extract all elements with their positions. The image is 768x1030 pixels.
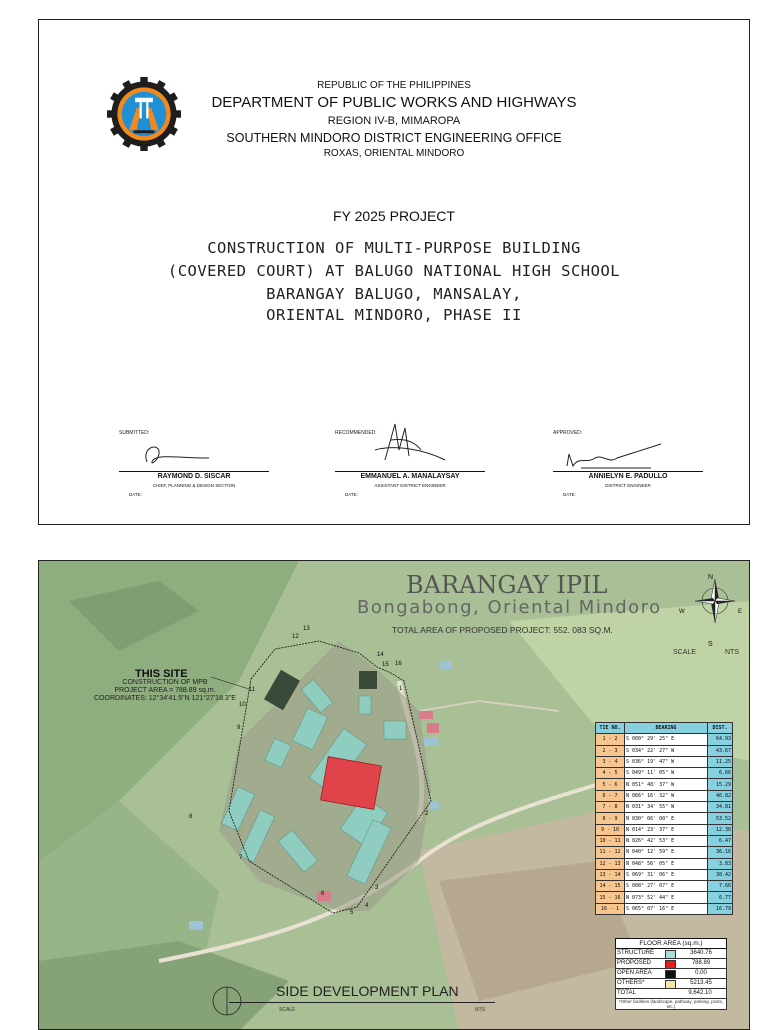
table-cell: 12 - 13	[596, 858, 625, 869]
table-cell: 5 - 6	[596, 779, 625, 790]
project-title-line: ORIENTAL MINDORO, PHASE II	[266, 306, 522, 324]
floor-area-row	[615, 989, 727, 999]
map-scale-label: SCALE	[673, 649, 696, 656]
table-row	[596, 790, 733, 801]
column-header: TIE NO.	[596, 723, 625, 734]
table-cell: 4 - 5	[596, 768, 625, 779]
table-cell: N 031° 34' 55" W	[625, 802, 708, 813]
total-area-label: TOTAL AREA OF PROPOSED PROJECT: 552. 083 SQ.M.	[392, 625, 613, 635]
table-cell: N 040° 12' 59" E	[625, 847, 708, 858]
signatory-position: ASSISTANT DISTRICT ENGINEER	[374, 483, 446, 488]
table-row	[596, 847, 733, 858]
boundary-point-label: 12	[292, 634, 299, 640]
table-cell: 7 - 8	[596, 802, 625, 813]
floor-area-value: 0.00	[695, 970, 707, 976]
site-note-line: PROJECT AREA = 788.89 sq.m.	[114, 687, 216, 694]
table-row	[596, 756, 733, 767]
table-row	[596, 903, 733, 914]
table-cell: N 066° 16' 32" W	[625, 790, 708, 801]
signatory-position: DISTRICT ENGINEER	[605, 483, 651, 488]
table-cell: N 048° 56' 05" E	[625, 858, 708, 869]
signatory-name: EMMANUEL A. MANALAYSAY	[335, 471, 485, 480]
signatory-position: CHIEF, PLANNING & DESIGN SECTION	[152, 483, 236, 488]
table-cell: 15.29	[708, 779, 733, 790]
floor-area-row	[615, 969, 727, 979]
signature-scribble-icon	[561, 436, 671, 472]
table-cell: 64.93	[708, 734, 733, 745]
project-title-line: CONSTRUCTION OF MULTI-PURPOSE BUILDING	[207, 239, 581, 257]
table-cell: 16 - 1	[596, 903, 625, 914]
boundary-point-label: 16	[395, 661, 402, 667]
table-cell: 43.67	[708, 745, 733, 756]
table-cell: 46.82	[708, 790, 733, 801]
table-cell: S 000° 29' 25" E	[625, 734, 708, 745]
district-office-heading: SOUTHERN MINDORO DISTRICT ENGINEERING OFFICE	[226, 131, 562, 145]
table-cell: 38.42	[708, 869, 733, 880]
boundary-point-label: 4	[365, 903, 369, 909]
table-row	[596, 869, 733, 880]
table-row	[596, 745, 733, 756]
plan-title-underline	[229, 1002, 495, 1003]
office-location: ROXAS, ORIENTAL MINDORO	[323, 148, 465, 159]
this-site-label: THIS SITE	[135, 668, 188, 680]
boundary-point-label: 9	[237, 725, 241, 731]
table-cell: 9 - 10	[596, 824, 625, 835]
floor-area-title: FLOOR AREA (sq.m.)	[615, 938, 727, 949]
compass-south-label: S	[708, 641, 713, 648]
table-cell: 36.16	[708, 847, 733, 858]
floor-area-row	[615, 979, 727, 989]
table-row	[596, 835, 733, 846]
boundary-point-label: 3	[375, 885, 379, 891]
table-cell: 16.79	[708, 903, 733, 914]
table-cell: 1 - 2	[596, 734, 625, 745]
map-nts-label: NTS	[725, 649, 739, 656]
signature-date: DATE:	[563, 492, 576, 497]
boundary-point-label: 1	[399, 686, 403, 692]
table-cell: N 026° 42' 53" E	[625, 835, 708, 846]
floor-area-row	[615, 949, 727, 959]
table-cell: 3 - 4	[596, 756, 625, 767]
cover-sheet	[38, 19, 750, 525]
compass-north-label: N	[708, 574, 714, 581]
legend-swatch	[665, 980, 676, 989]
floor-area-legend	[615, 938, 727, 1010]
table-cell: 6.77	[708, 892, 733, 903]
barangay-title: BARANGAY IPIL	[406, 571, 608, 599]
boundary-point-label: 2	[425, 811, 429, 817]
site-note-line: CONSTRUCTION OF MPB	[122, 679, 208, 686]
table-cell: 7.66	[708, 881, 733, 892]
project-title-line: (COVERED COURT) AT BALUGO NATIONAL HIGH SCHOOL	[167, 262, 621, 280]
table-cell: S 069° 31' 06" E	[625, 869, 708, 880]
boundary-point-label: 14	[377, 652, 384, 658]
table-header-row	[596, 723, 733, 734]
boundary-point-label: 15	[382, 662, 389, 668]
table-cell: N 051° 48' 37" W	[625, 779, 708, 790]
legend-swatch	[665, 970, 676, 979]
plan-nts-label: NTS	[475, 1007, 485, 1013]
table-cell: S 034° 22' 27" W	[625, 745, 708, 756]
compass-west-label: W	[679, 609, 685, 615]
signature-caption: SUBMITTED:	[119, 430, 150, 436]
floor-area-value: 9,642.10	[688, 990, 712, 996]
legend-swatch	[665, 960, 676, 969]
signature-block-recommended	[335, 430, 525, 497]
floor-area-value: 3640.76	[690, 950, 712, 956]
table-cell: 6.66	[708, 768, 733, 779]
table-cell: 34.81	[708, 802, 733, 813]
table-cell: 14 - 15	[596, 881, 625, 892]
signature-caption: RECOMMENDED:	[335, 430, 377, 436]
table-row	[596, 881, 733, 892]
legend-swatch	[665, 950, 676, 959]
table-cell: 15 - 16	[596, 892, 625, 903]
project-title-line: BARANGAY BALUGO, MANSALAY,	[266, 285, 522, 303]
signatory-name: ANNIELYN E. PADULLO	[553, 471, 703, 480]
boundary-point-label: 5	[350, 910, 354, 916]
table-cell: 53.52	[708, 813, 733, 824]
fiscal-year: FY 2025 PROJECT	[333, 208, 455, 224]
table-cell: S 049° 11' 05" W	[625, 768, 708, 779]
boundary-point-label: 6	[321, 891, 325, 897]
table-cell: 2 - 3	[596, 745, 625, 756]
table-cell: 11 - 12	[596, 847, 625, 858]
tie-line-table	[595, 722, 733, 915]
table-cell: 3.83	[708, 858, 733, 869]
table-row	[596, 734, 733, 745]
boundary-point-label: 13	[303, 626, 310, 632]
boundary-point-label: 7	[239, 855, 243, 861]
floor-area-label: TOTAL	[617, 990, 636, 996]
legend-swatch	[665, 990, 674, 997]
department-heading: DEPARTMENT OF PUBLIC WORKS AND HIGHWAYS	[211, 94, 577, 111]
signature-date: DATE:	[345, 492, 358, 497]
floor-area-label: OPEN AREA	[617, 970, 652, 976]
floor-area-label: STRUCTURE	[617, 950, 654, 956]
column-header: DIST.	[708, 723, 733, 734]
plan-title: SIDE DEVELOPMENT PLAN	[276, 983, 459, 999]
floor-area-note: *Other facilities (landscape, pathway, parking, posts, etc.)	[615, 999, 727, 1010]
floor-area-value: 5213.45	[690, 980, 712, 986]
table-cell: 10 - 11	[596, 835, 625, 846]
table-cell: S 008° 27' 07" E	[625, 881, 708, 892]
table-row	[596, 858, 733, 869]
boundary-point-label: 8	[189, 814, 193, 820]
signature-caption: APPROVED:	[553, 430, 583, 436]
tie-table-body	[596, 734, 733, 915]
table-cell: N 030° 06' 00" E	[625, 813, 708, 824]
republic-heading: REPUBLIC OF THE PHILIPPINES	[317, 80, 471, 91]
table-cell: S 065° 07' 16" E	[625, 903, 708, 914]
site-plan-sheet	[38, 560, 750, 1030]
table-cell: 6.47	[708, 835, 733, 846]
signature-scribble-icon	[139, 436, 219, 472]
table-cell: N 014° 23' 37" E	[625, 824, 708, 835]
table-row	[596, 768, 733, 779]
table-cell: 12.30	[708, 824, 733, 835]
table-row	[596, 824, 733, 835]
table-row	[596, 892, 733, 903]
site-notes	[55, 679, 275, 703]
region-heading: REGION IV-B, MIMAROPA	[327, 115, 461, 127]
signature-block-submitted	[119, 430, 309, 497]
signature-block-approved	[553, 430, 743, 497]
signature-scribble-icon	[365, 420, 455, 464]
floor-area-rows	[615, 949, 727, 999]
floor-area-row	[615, 959, 727, 969]
municipality-title: Bongabong, Oriental Mindoro	[357, 597, 662, 618]
boundary-point-label: 10	[239, 702, 246, 708]
boundary-point-label: 11	[249, 687, 256, 693]
table-row	[596, 802, 733, 813]
table-cell: 13 - 14	[596, 869, 625, 880]
floor-area-value: 788.89	[691, 960, 711, 966]
table-cell: S 036° 19' 47" W	[625, 756, 708, 767]
table-row	[596, 779, 733, 790]
signature-date: DATE:	[129, 492, 142, 497]
table-cell: 6 - 7	[596, 790, 625, 801]
table-row	[596, 813, 733, 824]
compass-east-label: E	[738, 609, 743, 615]
signatory-name: RAYMOND D. SISCAR	[119, 471, 269, 480]
table-cell: 11.25	[708, 756, 733, 767]
column-header: BEARING	[625, 723, 708, 734]
floor-area-label: OTHERS*	[617, 980, 645, 986]
floor-area-label: PROPOSED	[617, 960, 652, 966]
table-cell: N 073° 52' 44" E	[625, 892, 708, 903]
table-cell: 8 - 9	[596, 813, 625, 824]
plan-scale-label: SCALE	[279, 1007, 296, 1013]
site-note-line: COORDINATES: 12°34'41.5"N 121°27'18.3"E	[94, 695, 236, 702]
